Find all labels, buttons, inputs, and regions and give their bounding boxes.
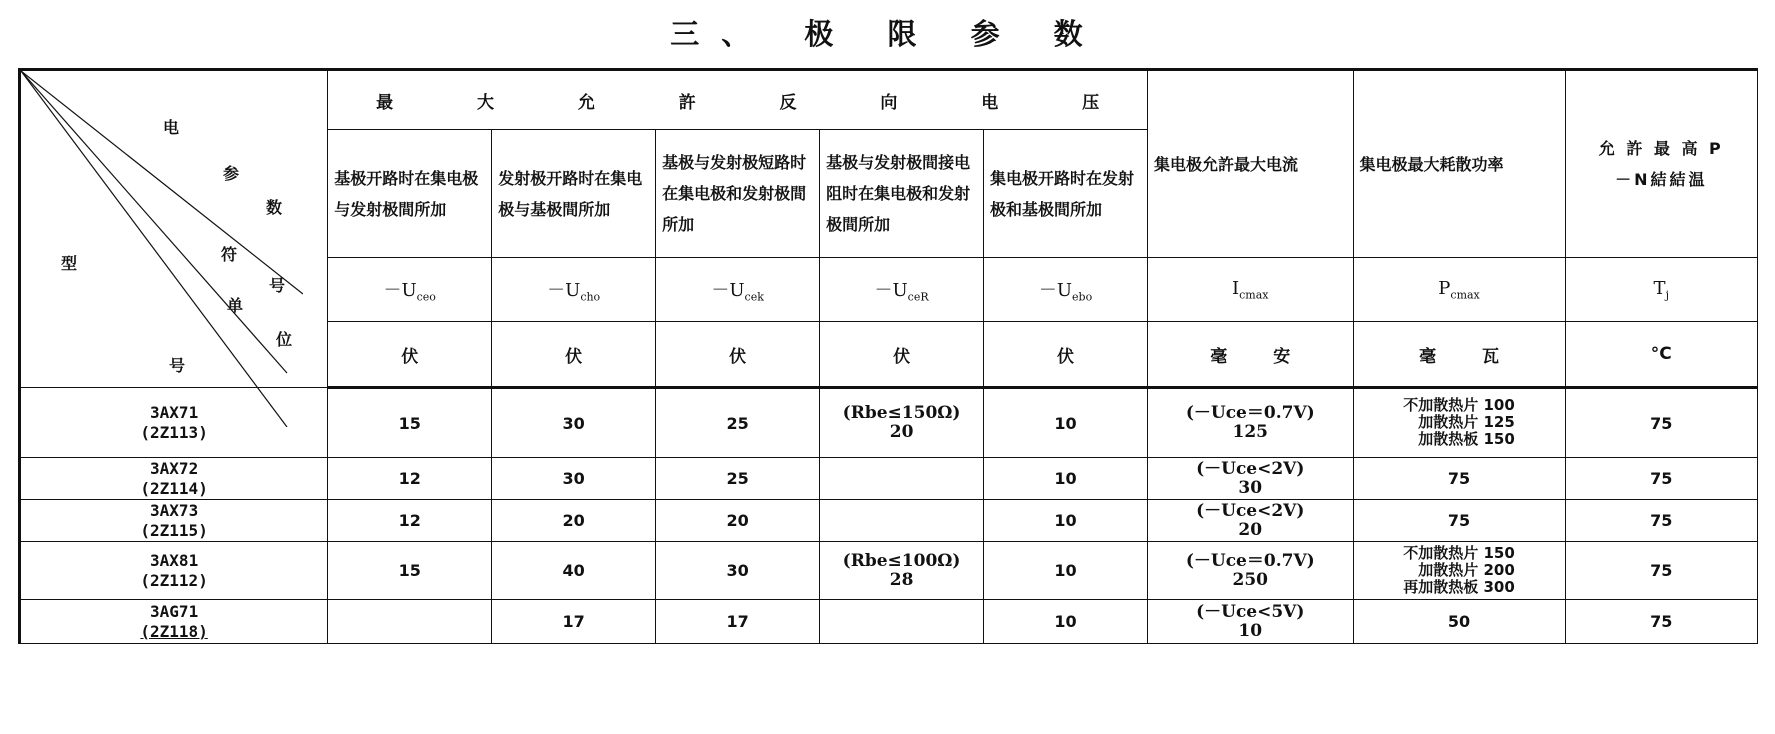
model-name: 3AG71 <box>150 601 199 621</box>
unit-tj: °C <box>1565 322 1757 388</box>
symbol-v3 <box>656 258 820 322</box>
model-cell <box>20 600 328 644</box>
cell-v1: 15 <box>328 542 492 600</box>
unit-v3: 伏 <box>656 322 820 388</box>
header-icmax-text: 集电极允許最大电流 <box>1154 154 1299 174</box>
pcmax-line: 加散热片 200 <box>1418 560 1515 579</box>
cell-v4 <box>820 458 984 500</box>
symbol-sub: ebo <box>1072 290 1093 304</box>
corner-label-xing: 型 <box>61 254 78 273</box>
symbol-sub: ceR <box>907 290 929 304</box>
model-cell <box>20 542 328 600</box>
symbol-v5 <box>984 258 1148 322</box>
cell-pcmax: 75 <box>1353 458 1565 500</box>
corner-label-dan: 单 <box>227 296 244 315</box>
header-max-reverse-voltage <box>328 70 1148 130</box>
table-row <box>20 542 1758 600</box>
header-char: 最 <box>376 92 394 113</box>
cell-pcmax <box>1353 542 1565 600</box>
cell-icmax-condition: (－Uce<2V) <box>1196 500 1305 521</box>
cell-tj: 75 <box>1565 600 1757 644</box>
cell-icmax-value: 125 <box>1232 422 1268 442</box>
header-v5: 集电极开路时在发射极和基极間所加 <box>984 130 1148 258</box>
table-row <box>20 458 1758 500</box>
header-char: 大 <box>477 92 494 113</box>
cell-v3: 25 <box>656 458 820 500</box>
symbol-main: －U <box>711 279 745 301</box>
pcmax-line: 再加散热板 300 <box>1403 577 1515 596</box>
pcmax-line: 加散热板 150 <box>1418 430 1515 448</box>
cell-icmax-value: 20 <box>1238 519 1263 540</box>
cell-v4 <box>820 600 984 644</box>
unit-v4: 伏 <box>820 322 984 388</box>
pcmax-line: 加散热片 125 <box>1418 413 1515 431</box>
symbol-tj <box>1565 258 1757 322</box>
symbol-sub: j <box>1665 288 1669 302</box>
cell-v1: 15 <box>328 388 492 458</box>
cell-v3: 17 <box>656 600 820 644</box>
symbol-v2 <box>492 258 656 322</box>
corner-diagonal-lines <box>21 71 303 427</box>
cell-v5: 10 <box>984 458 1148 500</box>
cell-v1: 12 <box>328 500 492 542</box>
symbol-sub: ceo <box>416 290 436 304</box>
cell-pcmax: 50 <box>1353 600 1565 644</box>
corner-label-wei: 位 <box>276 330 293 349</box>
header-pcmax-text: 集电极最大耗散功率 <box>1359 154 1504 174</box>
header-tj-text: 允 許 最 高 P－N結結温 <box>1598 139 1724 189</box>
cell-v4 <box>820 542 984 600</box>
table-row <box>20 500 1758 542</box>
cell-v1 <box>328 600 492 644</box>
cell-v4 <box>820 500 984 542</box>
symbol-pcmax <box>1353 258 1565 322</box>
model-cell <box>20 458 328 500</box>
symbol-main: I <box>1232 277 1240 299</box>
unit-v1: 伏 <box>328 322 492 388</box>
symbol-main: －U <box>1038 279 1073 301</box>
cell-icmax <box>1148 500 1353 542</box>
cell-v2: 30 <box>492 388 656 458</box>
model-alt: (2Z113) <box>140 422 208 442</box>
cell-tj: 75 <box>1565 542 1757 600</box>
unit-pcmax: 毫 瓦 <box>1353 322 1565 388</box>
cell-v3: 30 <box>656 542 820 600</box>
cell-v2: 20 <box>492 500 656 542</box>
model-name: 3AX72 <box>150 458 199 478</box>
cell-icmax <box>1148 542 1353 600</box>
cell-tj: 75 <box>1565 458 1757 500</box>
symbol-v1 <box>328 258 492 322</box>
symbol-sub: cmax <box>1450 288 1480 302</box>
cell-icmax-condition: (－Uce＝0.7V) <box>1185 550 1315 571</box>
header-v3: 基极与发射极短路时在集电极和发射极間所加 <box>656 130 820 258</box>
symbol-main: －U <box>383 279 417 301</box>
cell-icmax-value: 30 <box>1238 477 1263 498</box>
model-name: 3AX81 <box>150 550 199 570</box>
header-char: 电 <box>981 92 999 113</box>
table-row <box>20 600 1758 644</box>
header-char: 允 <box>577 92 595 113</box>
unit-v2: 伏 <box>492 322 656 388</box>
symbol-icmax <box>1148 258 1353 322</box>
cell-v4-value: 28 <box>889 569 914 590</box>
header-voltage-chars <box>334 88 1141 113</box>
pcmax-line: 不加散热片 100 <box>1403 396 1515 414</box>
page-title: 三、 极 限 参 数 <box>670 17 1105 51</box>
cell-v2: 40 <box>492 542 656 600</box>
symbol-v4 <box>820 258 984 322</box>
unit-v5: 伏 <box>984 322 1148 388</box>
cell-icmax <box>1148 388 1353 458</box>
header-char: 許 <box>678 92 696 113</box>
model-cell <box>20 500 328 542</box>
cell-tj: 75 <box>1565 500 1757 542</box>
model-alt: (2Z112) <box>140 570 208 590</box>
cell-icmax-value: 10 <box>1238 620 1263 641</box>
cell-tj: 75 <box>1565 388 1757 458</box>
header-char: 反 <box>779 92 797 113</box>
symbol-main: －U <box>547 279 581 301</box>
symbol-sub: cek <box>744 290 764 304</box>
symbol-main: －U <box>874 279 908 301</box>
cell-v4-value: 20 <box>889 422 914 442</box>
cell-v4-condition: (Rbe≤150Ω) <box>842 403 961 423</box>
header-pcmax <box>1353 70 1565 258</box>
model-alt: (2Z115) <box>140 520 208 540</box>
corner-label-dian: 电 <box>163 118 180 137</box>
cell-icmax-condition: (－Uce＝0.7V) <box>1185 403 1315 423</box>
cell-v4 <box>820 388 984 458</box>
cell-v4-condition: (Rbe≤100Ω) <box>842 550 961 571</box>
cell-icmax <box>1148 458 1353 500</box>
cell-v5: 10 <box>984 542 1148 600</box>
model-name: 3AX71 <box>150 402 199 422</box>
cell-icmax-condition: (－Uce<5V) <box>1196 601 1305 622</box>
symbol-main: T <box>1653 277 1666 299</box>
cell-pcmax-lines <box>1403 397 1515 448</box>
header-v2: 发射极开路时在集电极与基极間所加 <box>492 130 656 258</box>
unit-icmax: 毫 安 <box>1148 322 1353 388</box>
corner-label-hao: 号 <box>169 356 186 375</box>
corner-label-shu: 数 <box>266 198 283 217</box>
header-tj <box>1565 70 1757 258</box>
cell-icmax-condition: (－Uce<2V) <box>1196 458 1305 479</box>
cell-pcmax-lines <box>1403 545 1515 596</box>
cell-v5: 10 <box>984 600 1148 644</box>
cell-icmax <box>1148 600 1353 644</box>
header-char: 压 <box>1082 92 1100 113</box>
symbol-main: P <box>1438 277 1451 299</box>
cell-icmax-value: 250 <box>1232 569 1268 590</box>
model-name: 3AX73 <box>150 500 199 520</box>
cell-v3: 25 <box>656 388 820 458</box>
cell-v2: 30 <box>492 458 656 500</box>
cell-v2: 17 <box>492 600 656 644</box>
cell-v3: 20 <box>656 500 820 542</box>
header-icmax <box>1148 70 1353 258</box>
model-alt: (2Z118) <box>140 621 208 641</box>
cell-v5: 10 <box>984 500 1148 542</box>
header-v1: 基极开路时在集电极与发射极間所加 <box>328 130 492 258</box>
cell-pcmax: 75 <box>1353 500 1565 542</box>
symbol-sub: cmax <box>1239 288 1269 302</box>
corner-header-cell <box>20 70 328 388</box>
pcmax-line: 不加散热片 150 <box>1403 543 1515 562</box>
cell-v5: 10 <box>984 388 1148 458</box>
limit-parameters-table <box>18 68 1758 644</box>
cell-pcmax <box>1353 388 1565 458</box>
cell-v1: 12 <box>328 458 492 500</box>
corner-label-fu: 符 <box>221 245 238 264</box>
header-char: 向 <box>880 92 898 113</box>
model-alt: (2Z114) <box>140 478 208 498</box>
symbol-sub: cho <box>580 290 601 304</box>
corner-label-hao-symbol: 号 <box>269 276 286 295</box>
header-v4: 基极与发射极間接电阻时在集电极和发射极間所加 <box>820 130 984 258</box>
corner-label-can: 参 <box>223 164 240 183</box>
